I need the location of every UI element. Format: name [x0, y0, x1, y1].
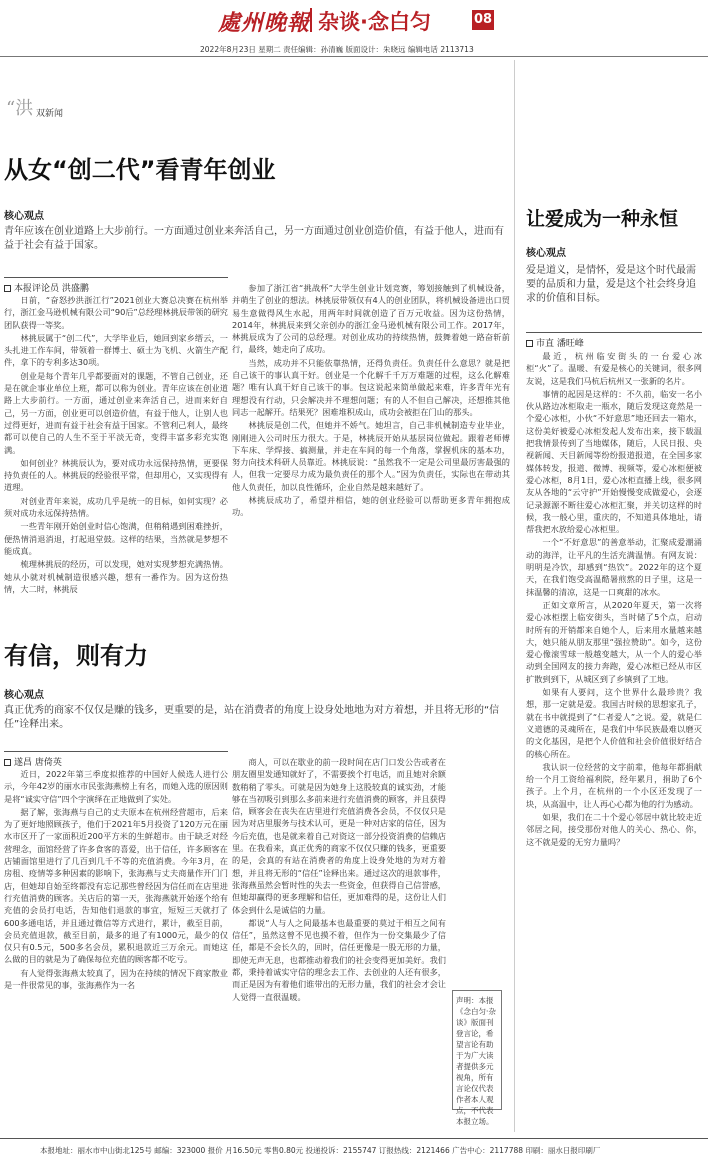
paragraph: 一些青年刚开始创业时信心饱满，但稍稍遇到困难挫折，便热情消退消退，打起退堂鼓。这样的结果，当然就是梦想不能成真。	[4, 521, 228, 556]
paragraph: 如果，我们在二十个爱心邻居中就比较走近邻居之间，接受那份对他人的关心、热心、你，这不就是爱的无穷力量吗？	[526, 811, 702, 847]
paragraph: 林挑辰成功了，希望并相信，她的创业经验可以帮助更多青年拥抱成功。	[232, 495, 510, 518]
article3-title: 让爱成为一种永恒	[526, 208, 679, 230]
article1-col2	[232, 282, 510, 626]
paragraph: 据了解，张海燕与自己的丈夫原本在杭州经营超市，后来为了更好地照顾孩子，他们于2021年5月投资了120万元在丽水市区开了一家面积近200平方米的生鲜超市。由于缺乏对经营理念，面馆经营了许多食客的喜爱，出于信任，许多顾客在店铺面馆里进行了几百到几千不等的充值消费。今年3月，在房租、疫情等多种因素的影响下，张海燕与丈夫商量作开门门店，但她却自始至终都没有忘记那些曾经因为信任而在店里进行充值消费的顾客。关店后的第一天，张海燕就开始逐个给有充值的会员打电话，告知他们退款的事宜，短短三天就打了600多通电话，并且通过微信等方式进行，累计，截至目前，会员充值退款，截至目前，最多的退了有1000元，最少的仅仅只有0.5元，500多名会员，累积退款近三万余元。而她这么做的目的就是为了确保每位充值的顾客都不吃亏。	[4, 806, 228, 965]
paragraph: 如果有人要问，这个世界什么最珍贵？我想，那一定就是爱。我国古时候的思想家孔子，就在书中就提到了“仁者爱人”之说。爱，就是仁义道德的灵魂所在，是我们中华民族最难以磨灭的文化基因，是把个人价值和社会价值很好结合的核心所在。	[526, 687, 702, 759]
article1-col1	[4, 294, 228, 626]
section-title: 杂谈·念白匀	[318, 10, 431, 34]
article3-body	[526, 350, 702, 1134]
article3-label: 核心观点	[526, 248, 566, 259]
paragraph: 创业是每个青年几乎都要面对的课题，不管自己创业，还是在就企事业单位上班，都可以称为创业。青年应该在创业道路上大步前行。一方面，通过创业来奔活自己，进而来好自己，另一方面，创业更可以创造价值，有益于他人，让别人也过得更好，进而有益于社会有益于国家。不管利己利人，最终都可以使自己的人生不至于平淡无奇，变得丰富多彩充实饱满。	[4, 370, 228, 455]
top-rule	[0, 56, 708, 57]
byline-marker-icon	[4, 759, 11, 766]
article3-author: 市直 潘旺峰	[536, 339, 584, 349]
article2-col1	[4, 768, 228, 1132]
page-number: 08	[472, 10, 494, 30]
paragraph: 有人觉得张海燕太较真了，因为在持续的情况下商家散业是一件很常见的事，张海燕作为一名	[4, 967, 228, 991]
tag-label: 双新闻	[36, 109, 64, 119]
article1-label: 核心观点	[4, 211, 44, 222]
paragraph: 日前，“奋怒抄洪浙江行”2021创业大赛总决赛在杭州举行，浙江金马逊机械有限公司“90后”总经理林挑辰带领的研究团队获得一等奖。	[4, 295, 228, 330]
paragraph: 事情的起因是这样的：不久前，临安一名小伙从路边冰柜取走一瓶水，随后发现这竟然是一个爱心冰柜，小伙“不好意思”地还回去一箱水，这份美好被爱心冰柜发起人发布出来，接下载温把我情景传到了当地媒体，随后，人民日报、央视新闻、天目新闻等纷纷报道报道，在全国多家媒体转发，报道、微博、视频等，爱心冰柜便被爱心冰柜，8月1日，爱心冰柜直播上线，很多网友从各地的“云守护”开始慢慢变成做爱心，会逐记录源源不断往爱心冰柜汇聚，并关切这样的时候，我一般心里，重庆的，不知道具体地址，请帮我把水放给爱心冰柜里。	[526, 388, 702, 535]
paragraph: 对创业青年来说，成功几乎是统一的目标，如何实现？必须对成功永远保持热情。	[4, 495, 228, 519]
article2-summary: 真正优秀的商家不仅仅是赚的钱多，更重要的是，站在消费者的角度上设身处地地为对方着想，并且将无形的“信任”诠释出来。	[4, 705, 500, 730]
article2-label: 核心观点	[4, 690, 44, 701]
paragraph: 林挑辰属于“创二代”，大学毕业后，她回到家乡缙云，一头扎进工作车间，带领着一群博士、硕士为飞机、火箭生产配件，拿下的专利多达30项。	[4, 332, 228, 368]
tag-quote-mark: “洪	[6, 98, 34, 119]
paragraph: 都说“人与人之间最基本也最重要的莫过于相互之间有信任”，虽然这曾不见也摸不着，但作为一份交集最少了信任，都是不会长久的，回时，信任更像是一股无形的力量，即使无声无息，也都推动着我们的社会变得更加美好。我们都，秉持着诚实守信的理念去工作、去创业的人还有很多，而正是因为有着他们谁带出的无形力量，我们的社会才会让人觉得一直很温暖。	[232, 917, 446, 1002]
article2-author: 遂昌 唐倚英	[14, 758, 62, 768]
paragraph: 我认识一位经营的文字前辈，他每年都捐献给一个月工资给福利院，经年累月，捐助了6个孩子。上个月，在杭州的一个小区还发现了一块，从高温中，让人再心心都为他的行为感动。	[526, 761, 702, 809]
paragraph: 参加了浙江省“挑战杯”大学生创业计划竞赛，筹划接触到了机械设备，并萌生了创业的想法。林挑辰带领仅有4人的创业团队，将机械设备进出口贸易生意做得风生水起，用两年时间就创造了百万元收益。因为这份热情，2014年，林挑辰来到父亲创办的浙江金马逊机械有限公司工作。2017年，林挑辰成为了公司的总经理。对创业成功的持续热情，鼓舞着她一路奋斩前行，最终，她走向了成功。	[232, 283, 510, 355]
article2-title: 有信，则有力	[4, 642, 148, 670]
article1-author: 本报评论员 洪盛鹏	[14, 284, 89, 294]
column-divider	[514, 60, 515, 1132]
footer: 本报地址：丽水市中山街北125号 邮编：323000 报价 月16.50元 零售0.80元 投递投诉：2155747 订报热线：2121466 广告中心：2117788 印刷：丽水日报印刷厂	[0, 1138, 708, 1162]
article3-byline	[526, 332, 702, 349]
paragraph: 近日，2022年第三季度拟推荐的中国好人候选人进行公示，今年42岁的丽水市民张海燕榜上有名，而她入选的原因则是将“诚实守信”四个字演绎在正地做到了实处。	[4, 769, 228, 804]
byline-marker-icon	[526, 340, 533, 347]
masthead	[0, 0, 708, 42]
article3-summary: 爱是道义，是情怀，爱是这个时代最需要的品质和力量，爱是这个社会终身追求的价值和目标。	[526, 265, 696, 304]
dateline: 2022年8月23日 星期二 责任编辑：孙清巍 版面设计：朱晓远 编辑电话 2113713	[200, 45, 474, 54]
newspaper-logo: 處州晚報	[218, 10, 311, 36]
paragraph: 林挑辰是创二代，但她并不娇气。她坦言，自己非机械制造专业毕业，刚刚进入公司时压力很大。于是，林挑辰开始从基层岗位做起。跟着老师傅下车床、学焊接、搞测量，并走在车间的每一个角落，掌握机床的基本功，努力向技术科研人员靠近。林挑辰说：“虽然我不一定是公司里最厉害最强的人，但我一定要尽力成为最负责任的那个人。”因为负责任，实际也在带动其他人负责任，加以良性循环，企业自然是越来越好了。	[232, 420, 510, 492]
article2-byline	[4, 751, 228, 768]
paragraph: 最近，杭州临安街头的一台爱心冰柜“火”了。温暖、有爱是核心的关键词，很多网友说，这是我们马杭后杭州又一张新的名片。	[526, 351, 702, 386]
masthead-divider	[310, 8, 312, 32]
paragraph: 如何创业？林挑辰认为，要对成功永远保持热情，更要保持负责任的人。林挑辰的经验很平常，但却用心，又实现得有道理。	[4, 457, 228, 493]
article2-col2	[232, 756, 446, 1132]
paragraph: 商人，可以在歇业的前一段时间在店门口发公告或者在朋友圈里发通知就好了，不需要挨个打电话，而且她对余额数稍稍了零头。可就是因为她身上这股较真的诚实劲，才能够在当初吸引到那么多前来进行充值消费的顾客，并且获得信，顾客会在丧失在店里进行充值消费各会员，不仅仅只是因为对店里服务与技术认可，更是一种对店家的信任，因为今后充值，也是就来着自己对资这一部分投资消费的信赖店里。在我看来，真正优秀的商家不仅仅只赚的钱多，更重要的是，会真的有站在消费者的角度上设身处地的为对方着想，并且将无形的“信任”诠释出来。通过这次的退款事件，张海燕虽然会暂时性的失去一些资金，但获得自己信誉感，但她却赢得的更多理解和信任，更加难得的是，这份让人们体会到什么是诚信的力量。	[232, 757, 446, 915]
paragraph: 正如文章所言，从2020年夏天，第一次将爱心冰柜摆上临安街头，当时储了5个点，启动时所有的开销都来自她个人，后来用水量越来越大，她只能从朋友那里“强拉赞助”。如今，这份爱心像滚雪球一般越变越大，从一个人的爱心举动到全国网友的接力奔跑，爱心冰柜已经从市区扩散到到下，从城区到了乡镇到了工地。	[526, 599, 702, 684]
article1-title: 从女“创二代”看青年创业	[4, 156, 276, 184]
paragraph: 当然，成功并不只能依靠热情，还得负责任。负责任什么意思？就是把自己该干的事认真干好。创业是一个化解千千万万难题的过程，这么化解难题？唯有认真干好自己该干的事。包这说起来简单做起来难，许多青年光有理想没有行动，只会解决并不理想问题；有的人不但自己解决，还想推其他同志一起解开。结果死？困难堆积成山，成功会被拒在门山的那头。	[232, 357, 510, 417]
paragraph: 梳理林挑辰的经历，可以发现，她对实现梦想充满热情。她从小就对机械制造很感兴趣，想有一番作为。因为这份热情，大二时，林挑辰	[4, 559, 228, 594]
byline-marker-icon	[4, 285, 11, 292]
editor-note: 声明：本报《念白匀·杂谈》版面刊登言论，希望言论有助于为广大读者提供多元视角，所有言论仅代表作者本人观点，不代表本报立场。	[452, 990, 502, 1110]
section-tag	[6, 100, 86, 128]
paragraph: 一个“不好意思”的善意举动，汇聚成爱潮涌动的海洋，让平凡的生活充满温情。有网友说：明明是冷饮，却感到“热饮”。2022年的这个夏天，在我们饱受高温酷暑煎熬的日子里，这是一抹温馨的清凉，这是一口爽甜的冰水。	[526, 537, 702, 597]
article1-summary: 青年应该在创业道路上大步前行。一方面通过创业来奔活自己，另一方面通过创业创造价值，有益于他人，进而有益于社会有益于国家。	[4, 226, 504, 251]
article1-byline	[4, 277, 228, 294]
